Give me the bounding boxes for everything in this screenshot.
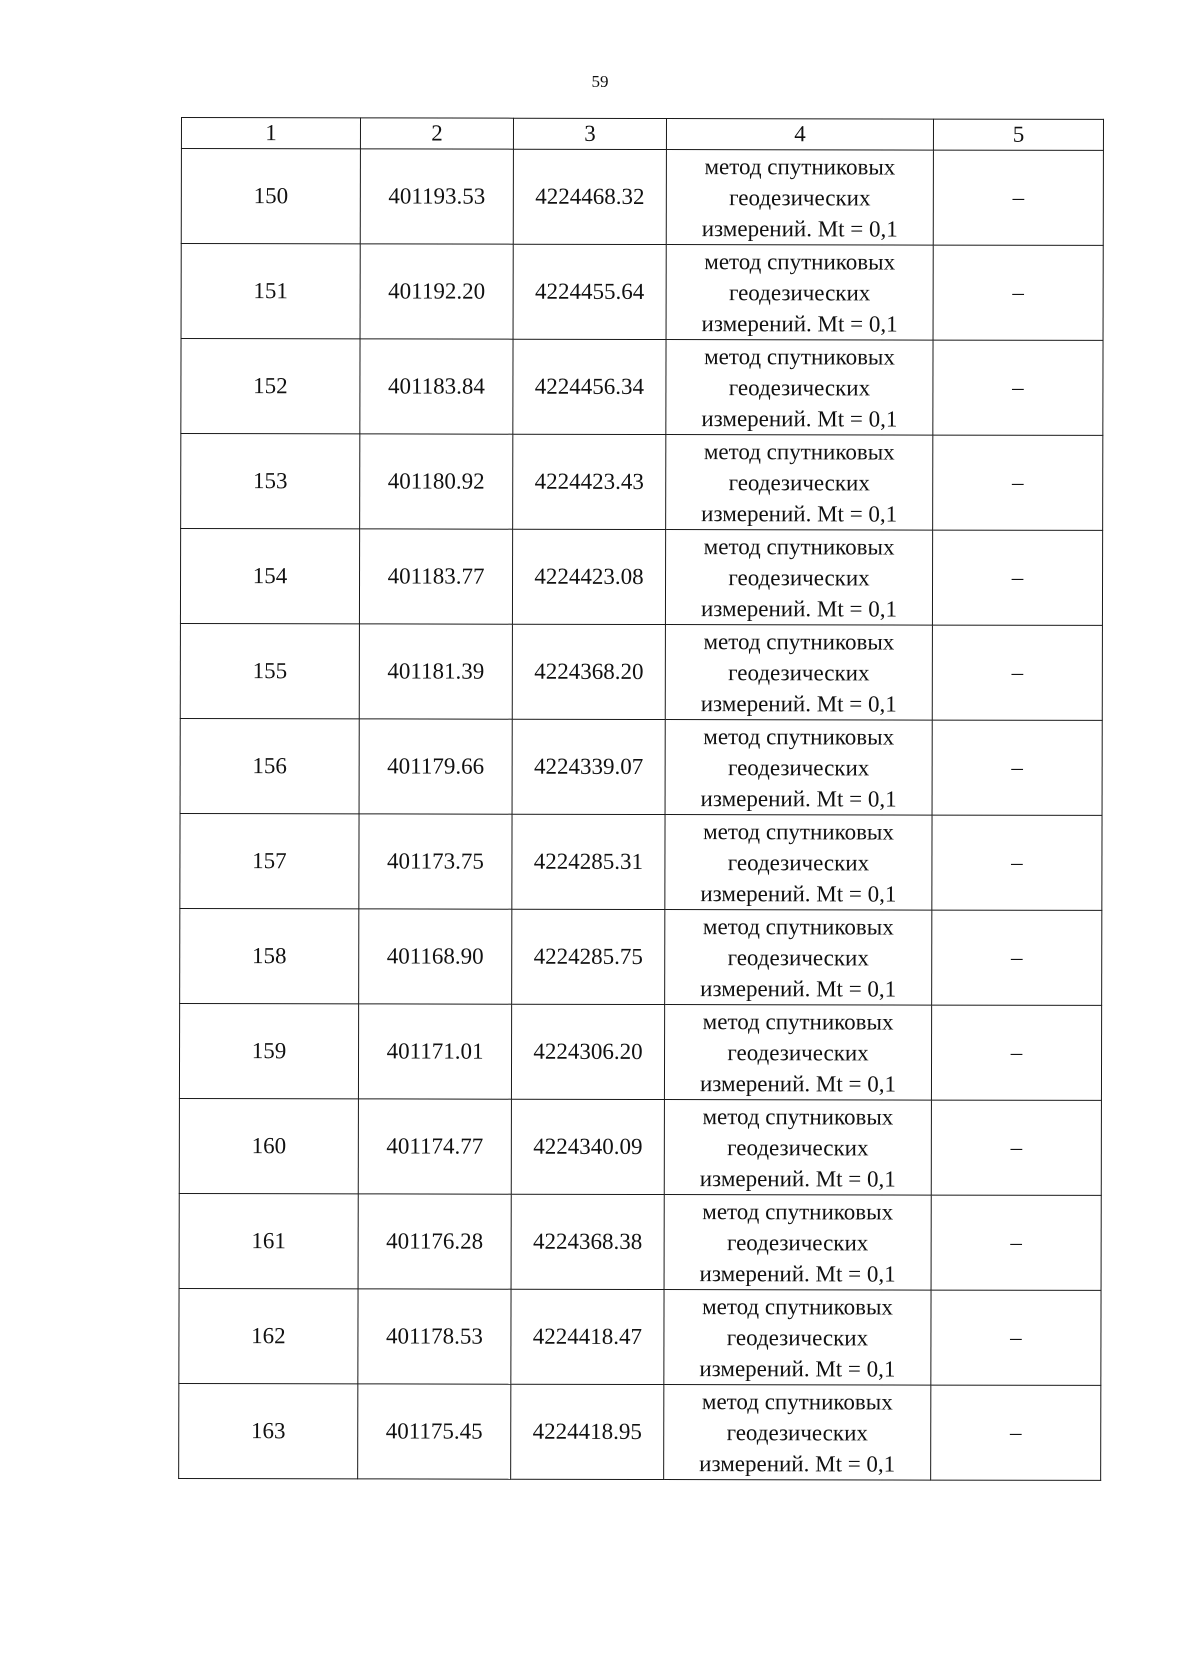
method-line: метод спутниковых <box>703 723 895 749</box>
method-line: измерений. Mt = 0,1 <box>700 975 897 1001</box>
method-line: метод спутниковых <box>703 438 895 464</box>
point-number-cell: 158 <box>180 908 359 1003</box>
method-line: геодезических <box>727 944 869 970</box>
method-line: метод спутниковых <box>704 153 896 179</box>
method-line: метод спутниковых <box>702 1293 893 1319</box>
column-header-5: 5 <box>933 119 1103 150</box>
x-coordinate-cell: 401173.75 <box>359 814 512 909</box>
method-line: метод спутниковых <box>704 248 896 274</box>
table-header <box>181 118 1103 151</box>
table-body <box>179 149 1104 1481</box>
column-header-1: 1 <box>181 118 360 149</box>
note-cell: – <box>932 910 1102 1005</box>
table-row <box>180 623 1102 720</box>
method-line: измерений. Mt = 0,1 <box>700 690 897 717</box>
page-number: 59 <box>591 72 609 91</box>
note-cell: – <box>933 340 1103 435</box>
method-cell <box>664 1385 931 1481</box>
table-row <box>179 1098 1101 1195</box>
table-row <box>179 1288 1101 1385</box>
table-row <box>181 149 1103 246</box>
method-cell <box>666 150 933 246</box>
method-cell <box>665 720 932 816</box>
y-coordinate-cell: 4224285.31 <box>512 814 665 909</box>
method-line: метод спутниковых <box>703 628 895 654</box>
method-line: метод спутниковых <box>702 1198 894 1224</box>
table-row <box>180 813 1102 910</box>
point-number-cell: 150 <box>181 149 360 244</box>
table-row <box>179 1003 1101 1100</box>
method-cell <box>666 435 933 531</box>
note-cell: – <box>932 625 1102 720</box>
table-row <box>180 718 1102 815</box>
method-line: геодезических <box>727 754 870 780</box>
method-line: измерений. Mt = 0,1 <box>701 405 898 432</box>
x-coordinate-cell: 401193.53 <box>360 149 513 244</box>
method-line: геодезических <box>728 279 871 305</box>
x-coordinate-cell: 401192.20 <box>360 244 513 339</box>
method-line: геодезических <box>728 374 871 400</box>
note-cell: – <box>931 1385 1101 1480</box>
method-line: геодезических <box>726 1229 869 1255</box>
method-line: метод спутниковых <box>703 533 895 559</box>
method-line: геодезических <box>727 849 870 875</box>
method-line: измерений. Mt = 0,1 <box>700 595 898 622</box>
point-number-cell: 163 <box>179 1383 358 1478</box>
point-number-cell: 152 <box>181 339 360 434</box>
method-line: измерений. Mt = 0,1 <box>701 310 898 337</box>
table-row <box>181 339 1103 436</box>
method-line: измерений. Mt = 0,1 <box>701 215 898 242</box>
method-line: измерений. Mt = 0,1 <box>699 1165 896 1191</box>
column-header-4: 4 <box>666 119 933 151</box>
note-cell: – <box>931 1195 1101 1290</box>
method-cell <box>666 245 933 341</box>
method-line: метод спутниковых <box>702 1103 894 1129</box>
x-coordinate-cell: 401174.77 <box>358 1099 511 1194</box>
y-coordinate-cell: 4224456.34 <box>513 339 666 434</box>
method-cell <box>666 340 933 436</box>
x-coordinate-cell: 401181.39 <box>359 624 512 719</box>
y-coordinate-cell: 4224418.47 <box>511 1289 664 1384</box>
x-coordinate-cell: 401183.77 <box>359 529 512 624</box>
coordinates-table <box>178 117 1104 1481</box>
method-line: геодезических <box>726 1419 868 1445</box>
x-coordinate-cell: 401168.90 <box>359 909 512 1004</box>
y-coordinate-cell: 4224468.32 <box>513 149 666 244</box>
note-cell: – <box>933 150 1103 245</box>
method-line: измерений. Mt = 0,1 <box>700 785 897 812</box>
table-row <box>179 1193 1101 1290</box>
y-coordinate-cell: 4224285.75 <box>512 909 665 1004</box>
note-cell: – <box>931 1290 1101 1385</box>
point-number-cell: 154 <box>180 529 359 624</box>
method-cell <box>664 1290 931 1386</box>
method-cell <box>664 1100 931 1196</box>
table-row <box>180 529 1102 626</box>
method-line: метод спутниковых <box>702 1008 894 1034</box>
x-coordinate-cell: 401180.92 <box>360 434 513 529</box>
method-line: измерений. Mt = 0,1 <box>699 1260 896 1286</box>
point-number-cell: 162 <box>179 1288 358 1383</box>
method-line: измерений. Mt = 0,1 <box>701 500 898 527</box>
method-line: измерений. Mt = 0,1 <box>699 1070 897 1096</box>
method-line: геодезических <box>726 1324 869 1350</box>
y-coordinate-cell: 4224423.43 <box>513 434 666 529</box>
method-line: измерений. Mt = 0,1 <box>700 880 897 906</box>
column-header-3: 3 <box>513 118 666 149</box>
method-line: метод спутниковых <box>703 818 894 844</box>
y-coordinate-cell: 4224340.09 <box>511 1099 664 1194</box>
y-coordinate-cell: 4224368.38 <box>511 1194 664 1289</box>
y-coordinate-cell: 4224423.08 <box>512 529 665 624</box>
x-coordinate-cell: 401179.66 <box>359 719 512 814</box>
note-cell: – <box>931 1100 1101 1195</box>
y-coordinate-cell: 4224368.20 <box>512 624 665 719</box>
method-line: геодезических <box>727 1039 869 1065</box>
method-cell <box>665 625 932 721</box>
note-cell: – <box>932 720 1102 815</box>
table-row <box>181 434 1103 531</box>
y-coordinate-cell: 4224418.95 <box>511 1384 664 1479</box>
point-number-cell: 161 <box>179 1193 358 1288</box>
method-line: метод спутниковых <box>701 1388 893 1414</box>
method-line: геодезических <box>728 659 870 685</box>
note-cell: – <box>933 245 1103 340</box>
method-line: геодезических <box>728 469 870 495</box>
method-line: измерений. Mt = 0,1 <box>699 1450 896 1476</box>
point-number-cell: 151 <box>181 244 360 339</box>
method-line: геодезических <box>727 1134 869 1160</box>
table-row <box>180 908 1102 1005</box>
point-number-cell: 153 <box>181 434 360 529</box>
method-line: измерений. Mt = 0,1 <box>699 1355 896 1381</box>
method-cell <box>665 530 932 626</box>
method-line: геодезических <box>728 564 870 590</box>
note-cell: – <box>933 435 1103 530</box>
point-number-cell: 160 <box>179 1098 358 1193</box>
note-cell: – <box>932 530 1102 625</box>
method-line: метод спутниковых <box>704 343 895 369</box>
point-number-cell: 159 <box>179 1003 358 1098</box>
x-coordinate-cell: 401175.45 <box>358 1384 511 1479</box>
method-cell <box>665 815 932 911</box>
point-number-cell: 155 <box>180 623 359 718</box>
y-coordinate-cell: 4224306.20 <box>511 1004 664 1099</box>
note-cell: – <box>931 1005 1101 1100</box>
table-row <box>179 1383 1101 1480</box>
header-row <box>181 118 1103 151</box>
method-line: геодезических <box>729 184 871 210</box>
point-number-cell: 157 <box>180 813 359 908</box>
x-coordinate-cell: 401178.53 <box>358 1289 511 1384</box>
method-cell <box>665 910 932 1006</box>
x-coordinate-cell: 401176.28 <box>358 1194 511 1289</box>
table-row <box>181 244 1103 341</box>
note-cell: – <box>932 815 1102 910</box>
column-header-2: 2 <box>360 118 513 149</box>
method-cell <box>664 1195 931 1291</box>
method-cell <box>664 1005 931 1101</box>
x-coordinate-cell: 401171.01 <box>358 1004 511 1099</box>
method-line: метод спутниковых <box>702 913 894 939</box>
point-number-cell: 156 <box>180 718 359 813</box>
y-coordinate-cell: 4224455.64 <box>513 244 666 339</box>
coordinates-table-wrapper <box>178 117 1103 1481</box>
y-coordinate-cell: 4224339.07 <box>512 719 665 814</box>
x-coordinate-cell: 401183.84 <box>360 339 513 434</box>
